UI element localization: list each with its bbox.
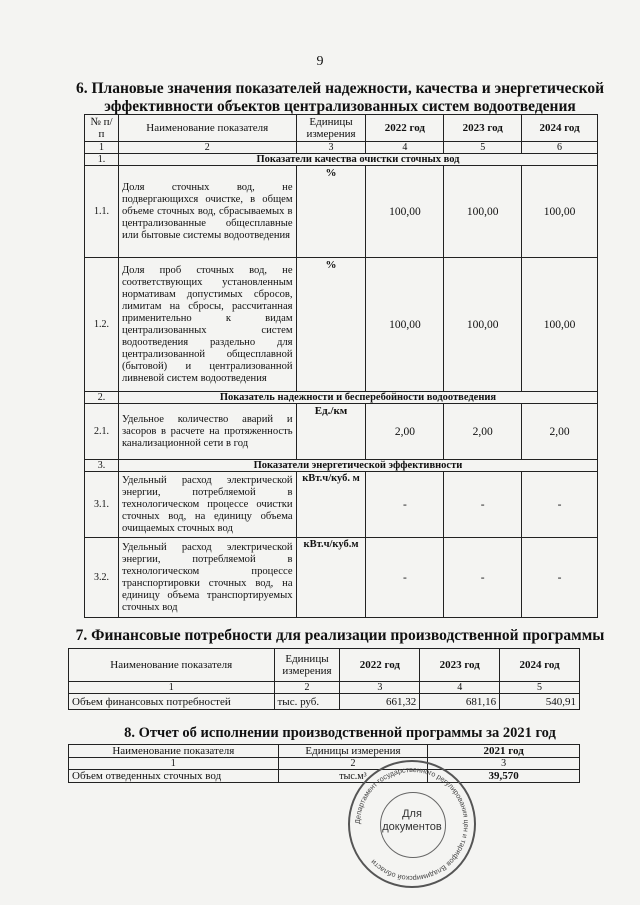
value-2022: - (366, 538, 444, 618)
indicator-name: Удельное количество аварий и засоров в расчете на протяженность канализационной сети в год (118, 404, 296, 460)
row-number: 3.1. (85, 472, 119, 538)
row-number: 1.2. (85, 258, 119, 392)
section6-table (84, 114, 598, 618)
col-header-2022: 2022 год (340, 649, 420, 682)
stamp-center-text (350, 808, 474, 834)
row-number: 2.1. (85, 404, 119, 460)
value-2023: 2,00 (444, 404, 522, 460)
value-2024: 2,00 (522, 404, 598, 460)
table-row (85, 166, 598, 258)
col-header-unit: Единицы измерения (278, 745, 428, 758)
col-number: 4 (366, 142, 444, 154)
value-2023: 681,16 (420, 694, 500, 710)
col-number: 6 (522, 142, 598, 154)
col-header-unit: Единицы измерения (274, 649, 340, 682)
section8-title: 8. Отчет об исполнении производственной программы за 2021 год (124, 725, 556, 741)
column-number-row (69, 758, 580, 770)
indicator-name: Удельный расход электрической энергии, потребляемой в технологическом процессе очистки сточных вод, на единицу объема очищаемых сточных вод (118, 472, 296, 538)
group-title: Показатель надежности и бесперебойности водоотведения (118, 392, 597, 404)
col-number: 1 (69, 758, 279, 770)
unit-cell: % (296, 258, 366, 392)
value-2022: 2,00 (366, 404, 444, 460)
col-number: 5 (444, 142, 522, 154)
row-number: 1.1. (85, 166, 119, 258)
section6-title-line2: эффективности объектов централизованных систем водоотведения (104, 98, 576, 115)
value-2022: 100,00 (366, 258, 444, 392)
group-number: 2. (85, 392, 119, 404)
value-2023: - (444, 538, 522, 618)
unit-cell: кВт.ч/куб. м (296, 472, 366, 538)
col-header-name: Наименование показателя (118, 115, 296, 142)
col-number: 3 (340, 682, 420, 694)
value-2024: 100,00 (522, 166, 598, 258)
indicator-name: Удельный расход электрической энергии, потребляемой в технологическом процессе транспортировки сточных вод, на единицу объема транспортируемых сточных вод (118, 538, 296, 618)
value-2023: 100,00 (444, 258, 522, 392)
group-row (85, 460, 598, 472)
col-number: 3 (428, 758, 580, 770)
stamp-line2: документов (382, 821, 442, 833)
value-2022: - (366, 472, 444, 538)
table-row (85, 472, 598, 538)
stamp-line1: Для (402, 808, 422, 820)
stamp-seal (348, 760, 476, 888)
table-header-row (69, 649, 580, 682)
col-number: 1 (69, 682, 275, 694)
column-number-row (85, 142, 598, 154)
unit-cell: тыс.м³ (278, 770, 428, 783)
col-header-name: Наименование показателя (69, 649, 275, 682)
col-number: 1 (85, 142, 119, 154)
unit-cell: % (296, 166, 366, 258)
col-number: 2 (278, 758, 428, 770)
table-row (85, 404, 598, 460)
unit-cell: Ед./км (296, 404, 366, 460)
group-title: Показатели энергетической эффективности (118, 460, 597, 472)
col-number: 3 (296, 142, 366, 154)
table-row (85, 258, 598, 392)
unit-cell: тыс. руб. (274, 694, 340, 710)
unit-cell: кВт.ч/куб.м (296, 538, 366, 618)
value-2023: - (444, 472, 522, 538)
col-header-2024: 2024 год (522, 115, 598, 142)
indicator-name: Доля сточных вод, не подвергающихся очистке, в общем объеме сточных вод, сбрасываемых в централизованные общесплавные или бытовые системы водоотведения (118, 166, 296, 258)
col-number: 2 (274, 682, 340, 694)
value-2022: 661,32 (340, 694, 420, 710)
column-number-row (69, 682, 580, 694)
group-title: Показатели качества очистки сточных вод (118, 154, 597, 166)
table-header-row (69, 745, 580, 758)
value-2024: 100,00 (522, 258, 598, 392)
col-header-2022: 2022 год (366, 115, 444, 142)
col-number: 4 (420, 682, 500, 694)
col-number: 2 (118, 142, 296, 154)
section7-table (68, 648, 580, 710)
col-number: 5 (500, 682, 580, 694)
table-row (69, 694, 580, 710)
col-header-2023: 2023 год (444, 115, 522, 142)
row-number: 3.2. (85, 538, 119, 618)
page-number: 9 (316, 54, 324, 69)
indicator-name: Доля проб сточных вод, не соответствующих установленным нормативам допустимых сбросов, лимитам на сбросы, рассчитанная применительно к видам централизованных систем водоотведения раздельно для централизованной общесплавной (бытовой) и централизованной ливневой систем водоотведения (118, 258, 296, 392)
table-row (69, 770, 580, 783)
section6-title-line1: 6. Плановые значения показателей надежности, качества и энергетической (75, 80, 605, 97)
value-2023: 100,00 (444, 166, 522, 258)
group-row (85, 154, 598, 166)
col-header-name: Наименование показателя (69, 745, 279, 758)
section7-title: 7. Финансовые потребности для реализации производственной программы (75, 627, 605, 644)
group-number: 1. (85, 154, 119, 166)
group-row (85, 392, 598, 404)
section8-table (68, 744, 580, 783)
svg-text:Департамент государственного р: Департамент государственного регулирования цен и тарифов Владимирской области (352, 764, 472, 884)
col-header-2023: 2023 год (420, 649, 500, 682)
col-header-num: № п/п (85, 115, 119, 142)
value-2022: 100,00 (366, 166, 444, 258)
value-2024: - (522, 472, 598, 538)
value-2024: 540,91 (500, 694, 580, 710)
col-header-2021: 2021 год (428, 745, 580, 758)
table-row (85, 538, 598, 618)
col-header-2024: 2024 год (500, 649, 580, 682)
table-header-row (85, 115, 598, 142)
value-2021: 39,570 (428, 770, 580, 783)
indicator-name: Объем финансовых потребностей (69, 694, 275, 710)
group-number: 3. (85, 460, 119, 472)
indicator-name: Объем отведенных сточных вод (69, 770, 279, 783)
col-header-unit: Единицы измерения (296, 115, 366, 142)
value-2024: - (522, 538, 598, 618)
